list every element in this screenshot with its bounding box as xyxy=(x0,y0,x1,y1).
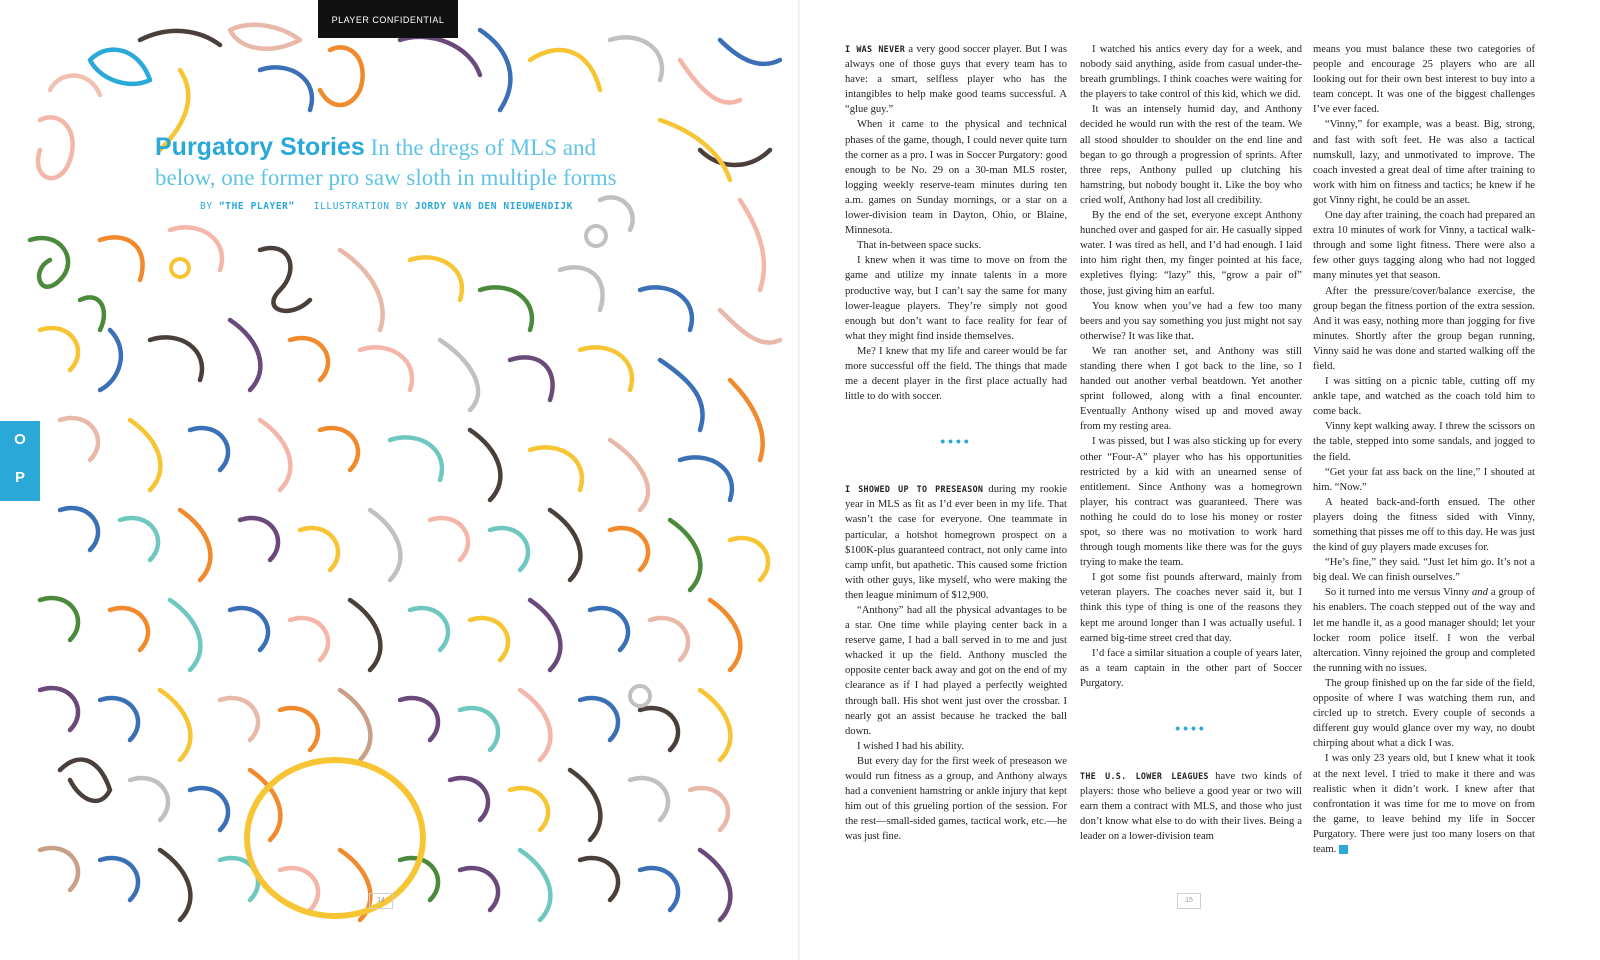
side-tab xyxy=(0,421,40,501)
paragraph-text: have two kinds of players: those who believe a good year or two will earn them a contract with MLS, and those who just don’t know what else to do with their lives. Being a leader on a lower-division team xyxy=(1080,771,1303,843)
section-break: •••• xyxy=(940,433,972,450)
paragraph: I was pissed, but I was also sticking up for every other “Four-A” player who has his opportunities restricted by a kid with an unearned sense of entitlement. Since Anthony was a homegrown player, his contract was guaranteed. There was nothing he could do to lose his money or roster spot, so there was no motivation to work hard through tough moments like there was for the guys trying to make the team. xyxy=(1080,436,1302,569)
paragraph: “He’s fine,” they said. “Just let him go. It’s not a big deal. We can finish ourselves.” xyxy=(1313,557,1535,584)
byline-illustration-label: ILLUSTRATION BY xyxy=(313,201,409,212)
paragraph: “Vinny,” for example, was a beast. Big, strong, and fast with soft feet. He was also a tactical numskull, lazy, and unmotivated to improve. The coach invested a great deal of time after training to work with him on fitness and tactics; he knew if he got Vinny right, he could be an asset. xyxy=(1313,119,1535,206)
paragraph: I knew when it was time to move on from the game and utilize my innate talents in a more productive way, but I can’t say the same for many lower-league players. They’re simply not good enough but don’t want to face reality for fear of what they might find inside themselves. xyxy=(845,255,1067,342)
byline-by-label: BY xyxy=(200,201,213,212)
paragraph: The group finished up on the far side of the field, opposite of where I was watching them run, and circled up to stretch. Every couple of seconds a different guy would glance over my way, no doubt chirping about what a dick I was. xyxy=(1313,677,1535,750)
paragraph: “Get your fat ass back on the line,” I shouted at him. “Now.” xyxy=(1313,466,1535,493)
paragraph: I was sitting on a picnic table, cutting off my ankle tape, and watched as the coach told him to come back. xyxy=(1313,376,1535,418)
paragraph: That in-between space sucks. xyxy=(857,240,982,252)
paragraph xyxy=(1080,769,1302,844)
paragraph xyxy=(845,482,1067,603)
paragraph: I wished I had his ability. xyxy=(857,740,964,752)
paragraph-text: I was only 23 years old, but I knew what it took at the next level. I tried to make it there and was realistic when it didn’t work. I knew after that confrontation it was time for me to move on from the game, to leave behind my life in Soccer Purgatory. There were just too many losers on that team. xyxy=(1313,753,1535,855)
section-label-tab: PLAYER CONFIDENTIAL xyxy=(318,0,458,38)
paragraph: One day after training, the coach had prepared an extra 10 minutes of work for Vinny, a tactical walk-through and some light fitness. There were also a few other guys tagging along who had not logged many minutes yet that season. xyxy=(1313,210,1535,282)
paragraph: I watched his antics every day for a week, and nobody said anything, aside from casual under-the-breath grumblings. I think coaches were waiting for the players to take control of this kid, which we did. xyxy=(1080,44,1302,101)
paragraph: A heated back-and-forth ensued. The other players doing the fitness sided with Vinny, something that pisses me off to this day. He was just the kind of guy players made excuses for. xyxy=(1313,496,1535,554)
headline-dek: In the dregs of MLS and below, one former pro saw sloth in multiple forms xyxy=(155,135,617,190)
paragraph xyxy=(845,42,1067,117)
article-column-2 xyxy=(1080,42,1302,845)
lead-in: THE U.S. LOWER LEAGUES xyxy=(1080,771,1209,782)
paragraph-text: a group of his enablers. The coach stepped out of the way and let me handle it, as a good manager should; let your locker room police itself. I won the verbal altercation. Vinny rejoined the group and completed the running with no issues. xyxy=(1313,587,1536,674)
byline xyxy=(200,201,640,212)
byline-illustrator: JORDY VAN DEN NIEUWENDIJK xyxy=(414,201,573,212)
article-column-1 xyxy=(845,42,1067,845)
paragraph-text: So it turned into me versus Vinny xyxy=(1325,587,1472,599)
lead-in: I WAS NEVER xyxy=(845,44,906,54)
paragraph: When it came to the physical and technical phases of the game, though, I could never quite turn the corner as a pro. I was in Soccer Purgatory: good enough to be No. 29 on a 30-man MLS roster, logging weekly reserve-team minutes during ten a.m. games on Sunday mornings, or a star on a lower-division team in Dayton, Ohio, or Blaine, Minnesota. xyxy=(845,119,1067,237)
paragraph: means you must balance these two categories of people and encourage 25 players who are all looking out for their own best interest to buy into a team concept. It was one of the biggest challenges I’ve ever faced. xyxy=(1313,44,1535,116)
paragraph: Vinny kept walking away. I threw the scissors on the table, stepped into some sandals, and jogged to the field. xyxy=(1313,421,1535,463)
paragraph: We ran another set, and Anthony was still standing there when I got back to the line, so I handed out another verbal beatdown. Yet another sprint followed, along with a final encounter. Eventually Anthony wised up and moved away from my resting area. xyxy=(1080,345,1302,433)
paragraph: Me? I knew that my life and career would be far more successful off the field. The things that made me a decent player in the first place actually had little to do with soccer. xyxy=(845,345,1067,403)
paragraph: “Anthony” had all the physical advantages to be a star. One time while playing center back in a reserve game, I had a ball served in to me and just whacked it up the field. Anthony muscled the opposite center back away and got on the end of my clearance as if I had played a perfectly weighted through ball. His shot went just over the crossbar. I nearly got an assist because he tracked the ball down. xyxy=(845,605,1067,737)
article-column-3 xyxy=(1313,42,1535,857)
paragraph: But every day for the first week of preseason we would run fitness as a group, and Anthony always had a convenient hamstring or ankle injury that kept him out of this grueling portion of the session. For the rest—small-sided games, tactical work, etc.—he was just fine. xyxy=(845,755,1067,843)
paragraph-text: a very good soccer player. But I was always one of those guys that every team has to have: a smart, selfless player who has the intangibles to help make good teams successful. A “glue guy.” xyxy=(845,44,1068,116)
paragraph-emphasis: and xyxy=(1472,587,1488,599)
headline xyxy=(155,132,625,193)
paragraph: I’d face a similar situation a couple of years later, as a team captain in the other part of Soccer Purgatory. xyxy=(1080,647,1302,689)
paragraph-text: during my rookie year in MLS as fit as I’d ever been in my life. That wasn’t the case for everyone. One teammate in particular, a hotshot homegrown prospect on a $100K-plus guaranteed contract, not only came into camp unfit, but apathetic. This caused some friction with other guys, like myself, who were making the then league minimum of $12,900. xyxy=(845,484,1067,601)
paragraph xyxy=(1313,585,1535,676)
paragraph xyxy=(1313,751,1535,857)
paragraph: I got some fist pounds afterward, mainly from veteran players. The coaches never said it, but I think this type of thing is one of the reasons they kept me around longer than I was actually useful. I earned big-time street cred that day. xyxy=(1080,572,1302,644)
section-break: •••• xyxy=(1175,720,1207,737)
paragraph: You know when you’ve had a few too many beers and you say something you just might not say otherwise? It was like that. xyxy=(1080,300,1302,342)
paragraph: After the pressure/cover/balance exercise, the group began the fitness portion of the extra session. And it was easy, nothing more than jogging for five minutes. Shortly after the group began running, Vinny said he was done and started walking off the field. xyxy=(1313,285,1535,372)
end-mark-icon: M xyxy=(1339,845,1348,854)
lead-in: I SHOWED UP TO PRESEASON xyxy=(845,484,984,495)
headline-title: Purgatory Stories xyxy=(155,133,365,161)
paragraph: It was an intensely humid day, and Anthony decided he would run with the rest of the team. We all stood shoulder to shoulder on the end line and began to go through a progression of sprints. After three reps, Anthony pulled up clutching his hamstring, but nobody bought it. Like the boy who cried wolf, Anthony had lost all credibility. xyxy=(1080,104,1302,206)
byline-author: “THE PLAYER” xyxy=(218,201,295,212)
page-number-left: 14 xyxy=(369,893,393,909)
right-page xyxy=(800,0,1600,960)
side-tab-letter-o: O xyxy=(14,431,26,448)
side-tab-letter-p: P xyxy=(14,469,25,486)
paragraph: By the end of the set, everyone except Anthony hunched over and gasped for air. He casually sipped water. I was tired as hell, and I’d had enough. I laid into him right then, my finger pointed at his face, expletives flying: “lazy” this, “grow a pair of” those, just giving him an earful. xyxy=(1080,210,1302,297)
page-number-right: 15 xyxy=(1177,893,1201,909)
